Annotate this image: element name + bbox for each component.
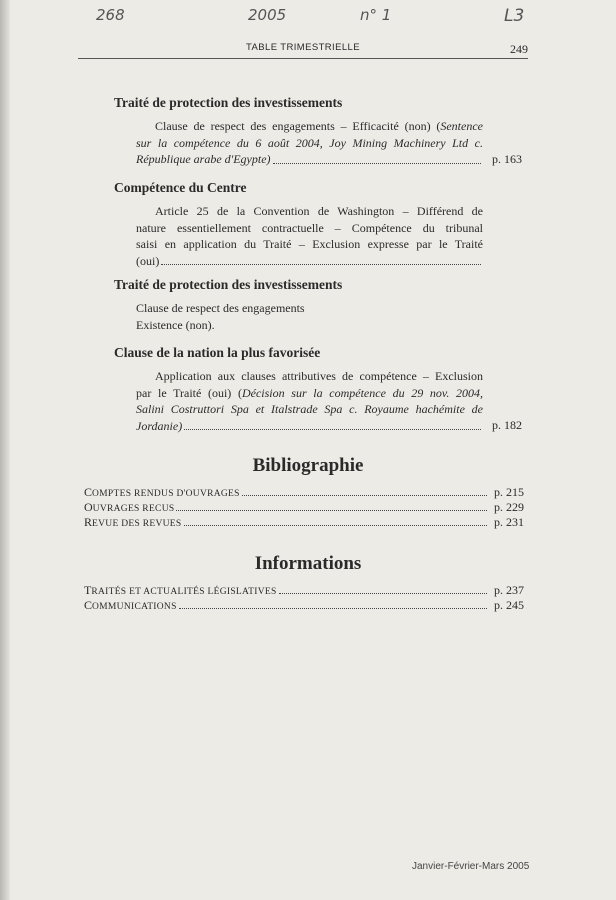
section-title-2: Compétence du Centre: [114, 180, 247, 195]
toc-label-cap: C: [84, 485, 93, 499]
entry-line: [155, 118, 483, 135]
toc-page-ref: p. 237: [494, 583, 524, 597]
section-entry-2a: [155, 203, 483, 220]
toc-label: [84, 485, 240, 500]
entry-line: Existence (non).: [136, 317, 215, 332]
toc-label-smallcaps: OMPTES RENDUS D'OUVRAGES: [92, 489, 240, 499]
toc-label-cap: T: [84, 583, 92, 597]
toc-label: [84, 598, 177, 613]
entry-line-italic: Décision sur la compétence du 29 nov. 2004,: [241, 385, 483, 400]
handwritten-note-3: n° 1: [360, 6, 392, 24]
section-entry-4a: [155, 368, 483, 385]
bibliographie-list: [84, 485, 524, 530]
entry-line-text: (oui): [136, 253, 160, 268]
bibliographie-title: Bibliographie: [252, 455, 364, 476]
entry-line: Article 25 de la Convention de Washington – Différend de: [155, 204, 483, 218]
toc-label: [84, 515, 182, 530]
entry-line-part: par le Traité (oui) (: [136, 385, 242, 400]
informations-list: [84, 583, 524, 613]
dot-leader: [279, 593, 487, 594]
entry-line-italic: Sentence: [440, 119, 483, 133]
toc-label-cap: O: [84, 500, 93, 514]
toc-row-comptes-rendus: [84, 485, 524, 500]
dot-leader: [242, 495, 487, 496]
page-binding-edge: [0, 0, 10, 900]
toc-label: [84, 500, 174, 515]
toc-page-ref: p. 245: [494, 598, 524, 612]
handwritten-note-4: L3: [504, 6, 525, 26]
toc-page-ref: p. 231: [494, 515, 524, 529]
entry-line-last: [136, 151, 483, 168]
footer-issue-date: Janvier-Février-Mars 2005: [412, 861, 530, 872]
toc-label-cap: C: [84, 598, 93, 612]
dot-leader: [161, 253, 481, 266]
toc-label-smallcaps: RAITÉS ET ACTUALITÉS LÉGISLATIVES: [91, 587, 277, 597]
dot-leader: [184, 418, 481, 431]
dot-leader: [184, 525, 488, 526]
section-title-1: Traité de protection des investissements: [114, 95, 343, 110]
toc-label-cap: R: [84, 515, 93, 529]
header-title: TABLE TRIMESTRIELLE: [246, 42, 360, 53]
section-title-3: Traité de protection des investissements: [114, 277, 343, 292]
toc-label-smallcaps: OMMUNICATIONS: [92, 602, 177, 612]
toc-row-communications: [84, 598, 524, 613]
entry-line-text: Jordanie): [136, 418, 183, 433]
entry-line: nature essentiellement contractuelle – Compétence du tribunal: [136, 220, 483, 235]
toc-page-ref: p. 229: [494, 500, 524, 514]
section-entry-3: [136, 300, 483, 333]
toc-row-ouvrages-recus: [84, 500, 524, 515]
section-entry-1b: [136, 135, 483, 168]
entry-line-last: [136, 253, 483, 270]
informations-title: Informations: [254, 553, 362, 574]
page-number: 249: [510, 42, 528, 56]
toc-row-traites: [84, 583, 524, 598]
entry-line-part: Clause de respect des engagements – Efficacité (non) (: [155, 119, 441, 133]
dot-leader: [176, 510, 487, 511]
toc-label: [84, 583, 277, 598]
toc-label-smallcaps: UVRAGES RECUS: [92, 504, 175, 514]
section-entry-2b: [136, 220, 483, 270]
entry-line: Clause de respect des engagements: [136, 301, 305, 315]
entry-line-text: République arabe d'Egypte): [136, 152, 271, 167]
entry-line: saisi en application du Traité – Exclusion expresse par le Traité: [136, 237, 483, 252]
toc-page-ref: p. 215: [494, 485, 524, 499]
entry-line: sur la compétence du 6 août 2004, Joy Mining Machinery Ltd c.: [136, 135, 483, 150]
dot-leader: [179, 608, 487, 609]
section-title-4: Clause de la nation la plus favorisée: [114, 345, 321, 360]
entry-line-last: [136, 418, 483, 435]
toc-label-smallcaps: EVUE DES REVUES: [92, 519, 182, 529]
handwritten-note-1: 268: [96, 6, 125, 24]
entry-line: Application aux clauses attributives de compétence – Exclusion: [155, 369, 483, 383]
entry-line: Salini Costruttori Spa et Italstrade Spa c. Royaume hachémite de: [136, 402, 483, 417]
entry-line: [136, 385, 483, 402]
handwritten-note-2: 2005: [248, 6, 287, 24]
page-ref-163: p. 163: [492, 152, 522, 166]
running-header: [78, 42, 528, 59]
page-ref-182: p. 182: [492, 418, 522, 432]
toc-row-revue-des-revues: [84, 515, 524, 530]
dot-leader: [273, 151, 481, 164]
section-entry-1: [155, 118, 483, 135]
section-entry-4b: [136, 385, 483, 435]
